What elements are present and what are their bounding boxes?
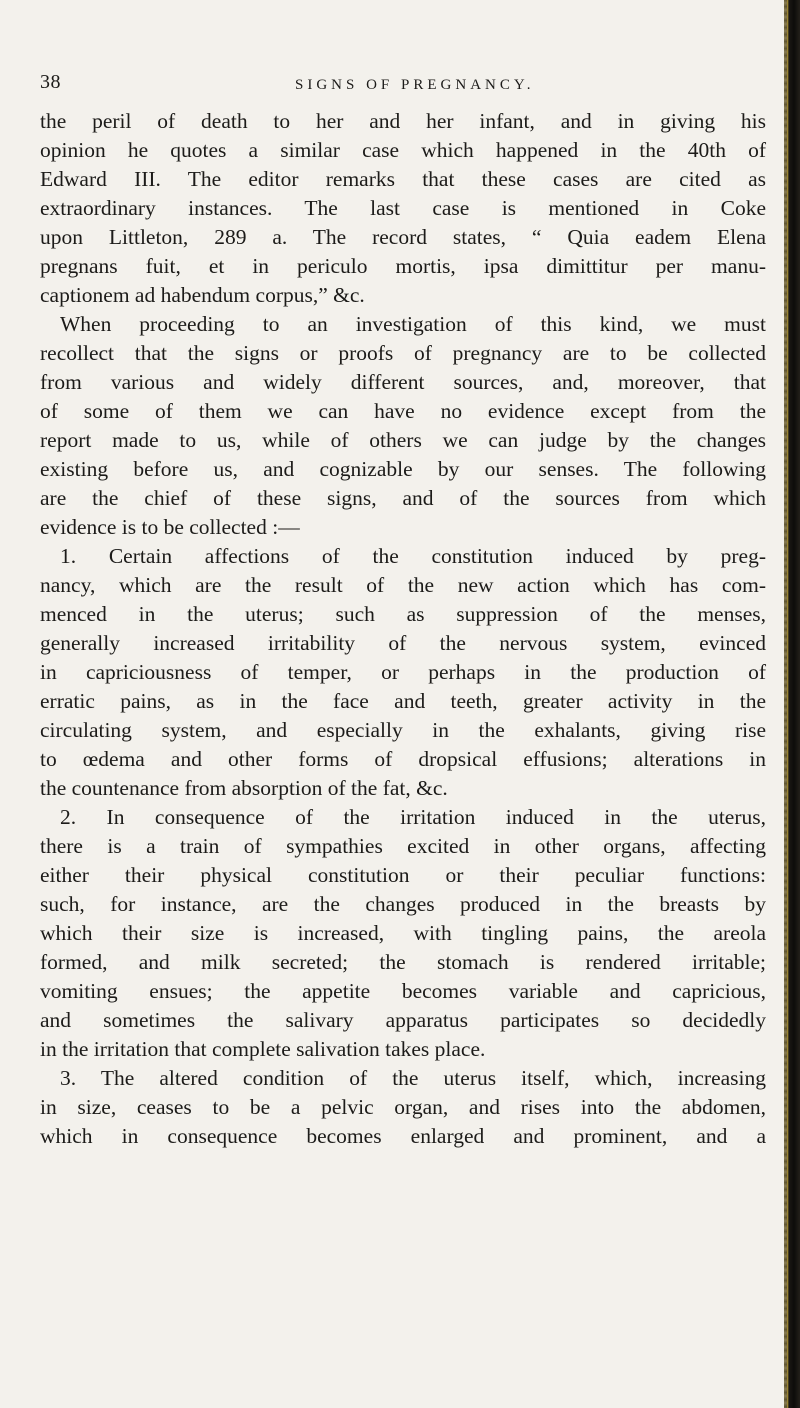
text-line: When proceeding to an investigation of this kind, we must: [60, 312, 766, 336]
text-line: are the chief of these signs, and of the sources from which: [40, 486, 766, 510]
text-line: which in consequence becomes enlarged and prominent, and a: [40, 1124, 766, 1148]
text-line: either their physical constitution or their peculiar functions:: [40, 863, 766, 887]
page-number: 38: [40, 71, 61, 93]
text-line: Edward III. The editor remarks that these cases are cited as: [40, 167, 766, 191]
text-line: of some of them we can have no evidence except from the: [40, 399, 766, 423]
text-line: in capriciousness of temper, or perhaps in the production of: [40, 660, 766, 684]
text-line: 1. Certain affections of the constitution induced by preg-: [60, 544, 766, 568]
text-line: there is a train of sympathies excited in other organs, affecting: [40, 834, 766, 858]
text-line: which their size is increased, with tingling pains, the areola: [40, 921, 766, 945]
text-line: generally increased irritability of the nervous system, evinced: [40, 631, 766, 655]
text-line: extraordinary instances. The last case is mentioned in Coke: [40, 196, 766, 220]
body-text: [40, 107, 766, 1151]
binding-ridge: [784, 0, 787, 1408]
text-line: formed, and milk secreted; the stomach is rendered irritable;: [40, 950, 766, 974]
text-line: in size, ceases to be a pelvic organ, and rises into the abdomen,: [40, 1095, 766, 1119]
text-line: vomiting ensues; the appetite becomes variable and capricious,: [40, 979, 766, 1003]
text-line: pregnans fuit, et in periculo mortis, ipsa dimittitur per manu-: [40, 254, 766, 278]
text-line: the peril of death to her and her infant, and in giving his: [40, 109, 766, 133]
text-line: 2. In consequence of the irritation induced in the uterus,: [60, 805, 766, 829]
text-line: captionem ad habendum corpus,” &c.: [40, 283, 365, 307]
text-line: erratic pains, as in the face and teeth, greater activity in the: [40, 689, 766, 713]
text-line: to œdema and other forms of dropsical effusions; alterations in: [40, 747, 766, 771]
text-line: evidence is to be collected :—: [40, 515, 300, 539]
text-line: from various and widely different sources, and, moreover, that: [40, 370, 766, 394]
text-line: such, for instance, are the changes produced in the breasts by: [40, 892, 766, 916]
text-line: menced in the uterus; such as suppression of the menses,: [40, 602, 766, 626]
text-line: and sometimes the salivary apparatus participates so decidedly: [40, 1008, 766, 1032]
text-line: 3. The altered condition of the uterus itself, which, increasing: [60, 1066, 766, 1090]
text-line: recollect that the signs or proofs of pregnancy are to be collected: [40, 341, 766, 365]
text-line: in the irritation that complete salivation takes place.: [40, 1037, 486, 1061]
text-line: circulating system, and especially in the exhalants, giving rise: [40, 718, 766, 742]
text-line: opinion he quotes a similar case which happened in the 40th of: [40, 138, 766, 162]
text-line: the countenance from absorption of the fat, &c.: [40, 776, 448, 800]
running-head: SIGNS OF PREGNANCY.: [295, 77, 535, 93]
text-line: report made to us, while of others we can judge by the changes: [40, 428, 766, 452]
text-line: nancy, which are the result of the new action which has com-: [40, 573, 766, 597]
text-line: existing before us, and cognizable by our senses. The following: [40, 457, 766, 481]
text-line: upon Littleton, 289 a. The record states, “ Quia eadem Elena: [40, 225, 766, 249]
